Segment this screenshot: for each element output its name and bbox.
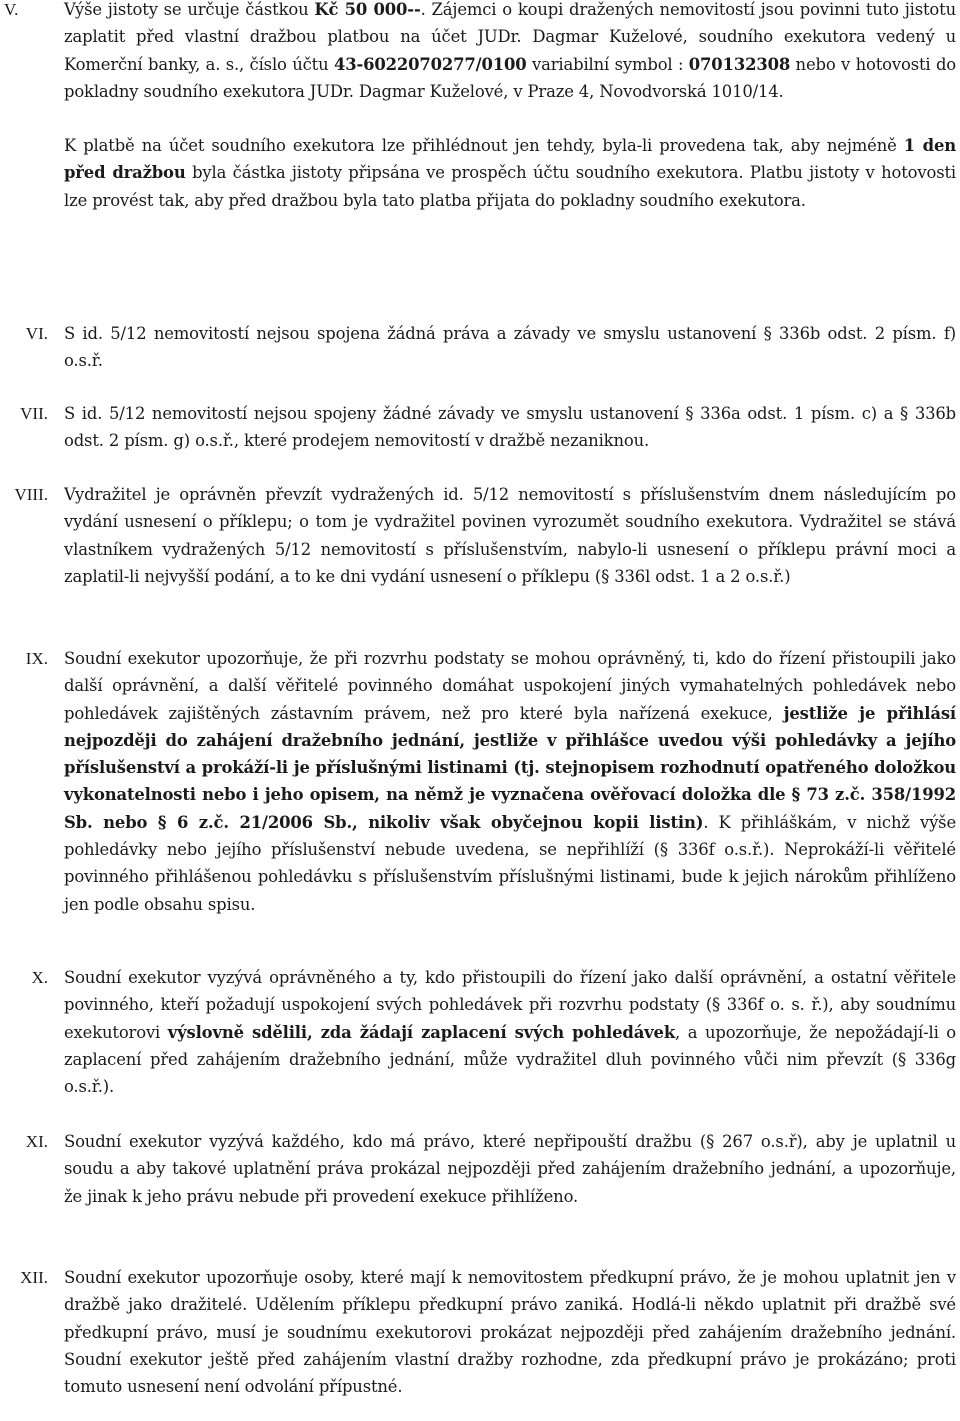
paragraph-payment-terms: [64, 132, 956, 214]
request-bold: výslovně sdělili, zda žádají zaplacení svých pohledávek: [167, 1022, 676, 1042]
account-number: 43-6022070277/0100: [333, 54, 527, 74]
section-number: V.: [4, 0, 19, 19]
section-body: [64, 645, 956, 918]
text-run: , a upozorňuje, že nepožádají-li o zaplacení před zahájením dražebního jednání, může vydražitel dluh povinného vůči nim převzít (§ 336g o.s.ř.).: [64, 1022, 956, 1097]
section-body: Soudní exekutor upozorňuje osoby, které mají k nemovitostem předkupní právo, že je mohou uplatnit jen v dražbě jako dražitelé. Udělením příklepu předkupní právo zaniká. Hodlá-li někdo uplatnit při dražbě své předkupní právo, musí je soudnímu exekutorovi prokázat nejpozději před zahájením dražebního jednání. Soudní exekutor ještě před zahájením vlastní dražby rozhodne, zda předkupní právo je prokázáno; proti tomuto usnesení není odvolání přípustné.: [64, 1268, 956, 1397]
section-body: Vydražitel je oprávněn převzít vydražených id. 5/12 nemovitostí s příslušenstvím dnem následujícím po vydání usnesení o příklepu; o tom je vydražitel povinen vyrozumět soudního exekutora. Vydražitel se stává vlastníkem vydražených 5/12 nemovitostí s příslušenstvím, nabylo-li usnesení o příklepu právní moci a zaplatil-li nejvyšší podání, a to ke dni vydání usnesení o příklepu (§ 336l odst. 1 a 2 o.s.ř.): [64, 485, 956, 586]
text-run: Soudní exekutor vyzývá oprávněného a ty, kdo přistoupili do řízení jako další oprávnění, a ostatní věřitele povinného, kteří požadují uspokojení svých pohledávek při rozvrhu podstaty (§ 336f o. s. ř.), aby soudnímu exekutorovi: [64, 968, 956, 1042]
section-body: S id. 5/12 nemovitostí nejsou spojeny žádné závady ve smyslu ustanovení § 336a odst. 1 písm. c) a § 336b odst. 2 písm. g) o.s.ř., které prodejem nemovitostí v dražbě nezaniknou.: [64, 404, 956, 451]
text-run: byla částka jistoty připsána ve prospěch účtu soudního exekutora. Platbu jistoty v hotovosti lze provést tak, aby před dražbou byla tato platba přijata do pokladny soudního exekutora.: [64, 163, 956, 210]
section-number: IX.: [25, 649, 48, 668]
section-body: [64, 0, 956, 214]
text-run: Výše jistoty se určuje částkou: [64, 0, 315, 19]
text-run: nebo v hotovosti do pokladny soudního exekutora JUDr. Dagmar Kuželové, v Praze 4, Novodvorská 1010/14.: [64, 54, 956, 101]
amount-bold: Kč 50 000--: [314, 0, 421, 19]
text-run: . Zájemci o koupi dražených nemovitostí jsou povinni tuto jistotu zaplatit před vlastní dražbou platbou na účet JUDr. Dagmar Kuželové, soudního exekutora vedený u Komerční banky, a. s., číslo účtu: [64, 0, 956, 74]
conditions-bold: jestliže je přihlásí nejpozději do zahájení dražebního jednání, jestliže v přihlášce uvedou výši pohledávky a jejího příslušenství a prokáží-li je příslušnými listinami (tj. stejnopisem rozhodnutí opatřeného doložkou vykonatelnosti nebo i jeho opisem, na němž je vyznačena ověřovací doložka dle § 73 z.č. 358/1992 Sb. nebo § 6 z.č. 21/2006 Sb., nikoliv však obyčejnou kopii listin): [64, 703, 956, 832]
section-number: XI.: [25, 1132, 48, 1151]
paragraph-security-deposit: [64, 0, 956, 105]
section-body: S id. 5/12 nemovitostí nejsou spojena žádná práva a závady ve smyslu ustanovení § 336b odst. 2 písm. f) o.s.ř.: [64, 324, 956, 371]
section-body: [64, 964, 956, 1100]
section-number: X.: [31, 968, 48, 987]
section-number: XII.: [20, 1268, 48, 1287]
variable-symbol: 070132308: [688, 54, 791, 74]
section-body: Soudní exekutor vyzývá každého, kdo má právo, které nepřipouští dražbu (§ 267 o.s.ř), aby je uplatnil u soudu a aby takové uplatnění práva prokázal nejpozději před zahájením dražebního jednání, a upozorňuje, že jinak k jeho právu nebude při provedení exekuce přihlíženo.: [64, 1132, 956, 1206]
section-number: VII.: [20, 404, 48, 423]
section-number: VIII.: [14, 485, 48, 504]
text-run: Soudní exekutor upozorňuje, že při rozvrhu podstaty se mohou oprávněný, ti, kdo do řízení přistoupili jako další oprávnění, a další věřitelé povinného domáhat uspokojení jiných vymahatelných pohledávek nebo pohledávek zajištěných zástavním právem, než pro které byla nařízená exekuce,: [64, 649, 956, 723]
deadline-bold: 1 den před dražbou: [64, 136, 956, 183]
section-number: VI.: [25, 324, 48, 343]
text-run: K platbě na účet soudního exekutora lze přihlédnout jen tehdy, byla-li provedena tak, aby nejméně: [64, 136, 904, 156]
text-run: variabilní symbol :: [526, 54, 689, 74]
text-run: . K přihláškám, v nichž výše pohledávky nebo jejího příslušenství nebude uvedena, se nepřihlíží (§ 336f o.s.ř.). Neprokáží-li věřitelé povinného přihlášenou pohledávku s příslušenstvím příslušnými listinami, bude k jejich nárokům přihlíženo jen podle obsahu spisu.: [64, 812, 956, 914]
